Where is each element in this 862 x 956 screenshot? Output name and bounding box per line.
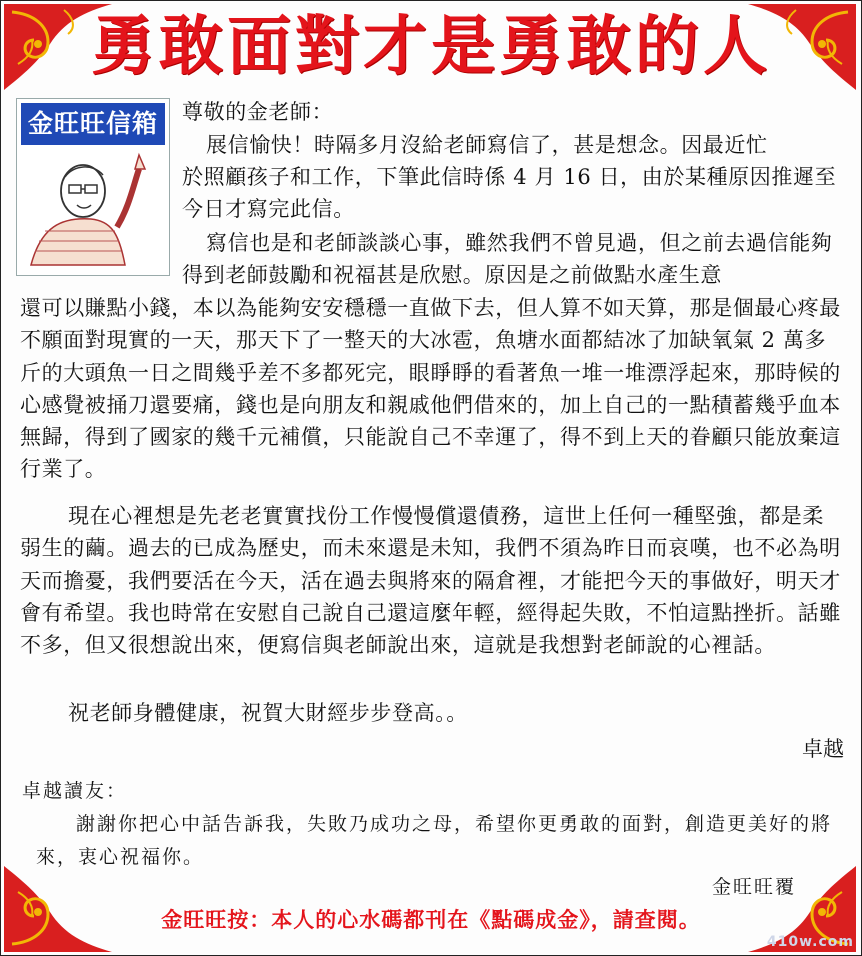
letter-paragraph-3: 現在心裡想是先老老實實找份工作慢慢償還債務，這世上任何一種堅強，都是柔弱生的繭。過去的已成為歷史，而未來還是未知，我們不須為昨日而哀嘆，也不必為明天而擔憂，我們要活在今天，活在過去與將來的隔倉裡，才能把今天的事做好，明天才會有希望。我也時常在安慰自己說自己還這麼年輕，經得起失敗，不怕這點挫折。話雖不多，但又很想說出來，便寫信與老師說出來，這就是我想對老師說的心裡話。 <box>20 504 841 658</box>
letter-greeting: 尊敬的金老師： <box>182 100 334 124</box>
letter-paragraph-4: 祝老師身體健康，祝賀大財經步步登高。。 <box>68 701 468 725</box>
columnist-illustration <box>21 147 165 271</box>
letter-paragraph-2-top: 寫信也是和老師談談心事，雖然我們不曾見過，但之前去過信能夠得到老師鼓勵和祝福甚是欣慰。原因是之前做點水產生意 <box>182 231 833 288</box>
column-badge <box>16 98 170 276</box>
editor-note: 金旺旺按：本人的心水碼都刊在《點碼成金》，請查閱。 <box>161 907 701 932</box>
letter-paragraph-1: 於照顧孩子和工作，下筆此信時係 4 月 16 日，由於某種原因推遲至今日才寫完此信。 <box>182 165 837 222</box>
site-watermark: 410w.com <box>766 934 854 950</box>
letter-paragraph-2: 還可以賺點小錢，本以為能夠安安穩穩一直做下去，但人算不如天算，那是個最心疼最不願面對現實的一天，那天下了一整天的大冰雹，魚塘水面都結冰了加缺氧氣 2 萬多斤的大頭魚一日之間幾乎差不多都死完，眼睜睜的看著魚一堆一堆漂浮起來，那時候的心感覺被捅刀還要痛，錢也是向朋友和親戚他們借來的，加上自己的一點積蓄幾乎血本無歸，得到了國家的幾千元補償，只能說自己不幸運了，得不到上天的眷顧只能放棄這行業了。 <box>20 296 841 482</box>
headline: 勇敢面對才是勇敢的人 <box>91 9 771 84</box>
letter-signature: 卓越 <box>802 737 844 761</box>
reply-signature: 金旺旺覆 <box>711 876 796 898</box>
column-title: 金旺旺信箱 <box>21 103 165 145</box>
reply-salutation: 卓越讀友： <box>22 780 128 802</box>
letter-paragraph-1-first-line: 展信愉快！時隔多月沒給老師寫信了，甚是想念。因最近忙 <box>206 133 768 157</box>
reply-body: 謝謝你把心中話告訴我，失敗乃成功之母，希望你更勇敢的面對，創造更美好的將來，衷心祝福你。 <box>36 813 833 868</box>
